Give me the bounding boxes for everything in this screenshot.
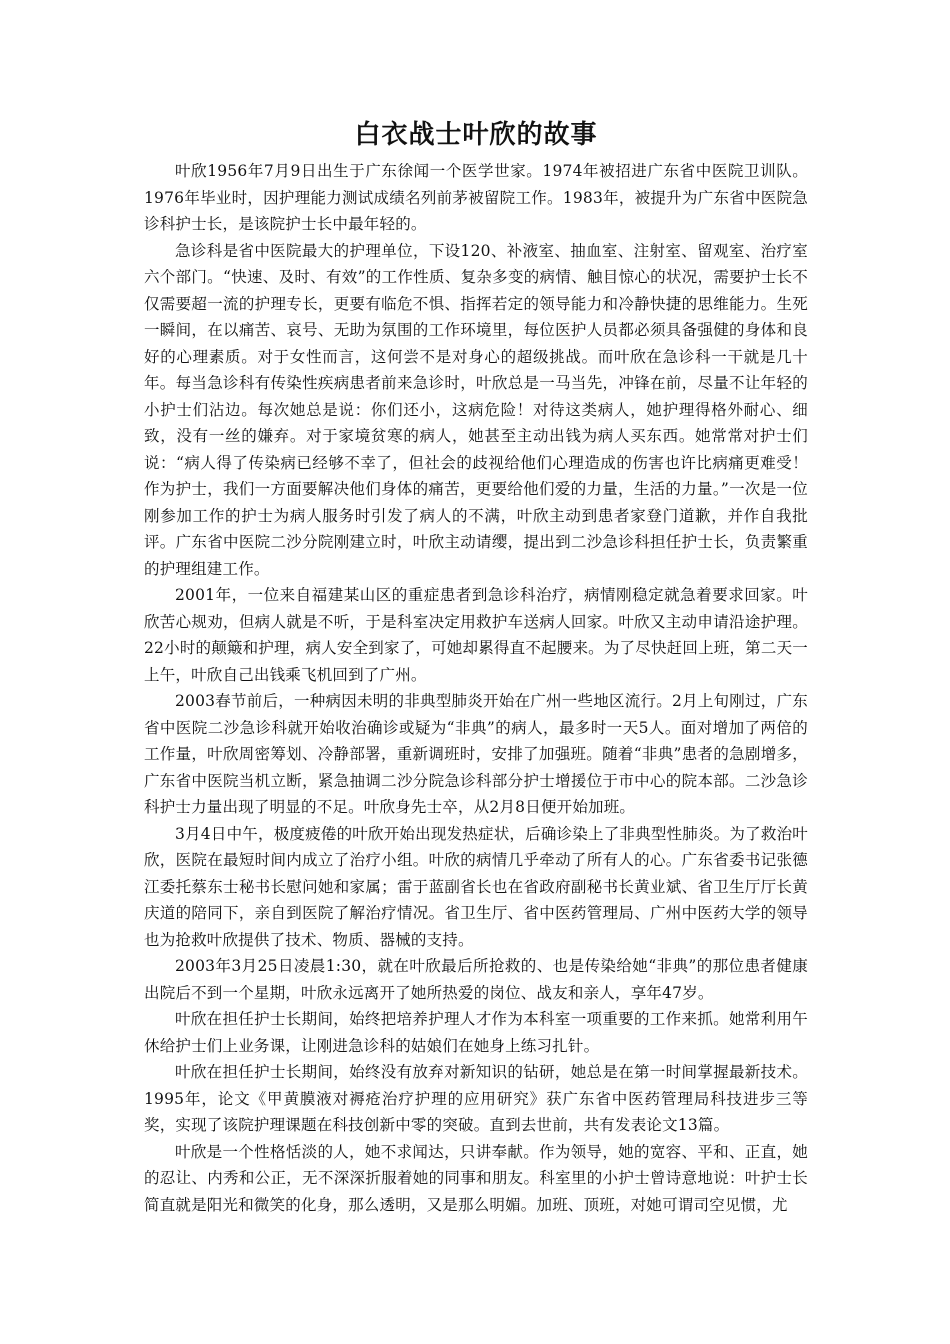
document-title: 白衣战士叶欣的故事 xyxy=(354,120,598,150)
paragraph-3: 2001年，一位来自福建某山区的重症患者到急诊科治疗，病情刚稳定就急着要求回家。叶欣苦心规劝，但病人就是不听，于是科室决定用救护车送病人回家。叶欣又主动申请沿途护理。22小时的颠簸和护理，病人安全到家了，可她却累得直不起腰来。为了尽快赶回上班，第二天一上午，叶欣自己出钱乘飞机回到了广州。 xyxy=(144,586,808,684)
paragraph-7: 叶欣在担任护士长期间，始终把培养护理人才作为本科室一项重要的工作来抓。她常利用午休给护士们上业务课，让刚进急诊科的姑娘们在她身上练习扎针。 xyxy=(144,1010,808,1055)
paragraph-5: 3月4日中午，极度疲倦的叶欣开始出现发热症状，后确诊染上了非典型性肺炎。为了救治叶欣，医院在最短时间内成立了治疗小组。叶欣的病情几乎牵动了所有人的心。广东省委书记张德江委托蔡东士秘书长慰问她和家属；雷于蓝副省长也在省政府副秘书长黄业斌、省卫生厅厅长黄庆道的陪同下，亲自到医院了解治疗情况。省卫生厅、省中医药管理局、广州中医药大学的领导也为抢救叶欣提供了技术、物质、器械的支持。 xyxy=(144,824,808,949)
document-body xyxy=(144,118,808,1218)
paragraph-6: 2003年3月25日凌晨1:30，就在叶欣最后所抢救的、也是传染给她“非典”的那位患者健康出院后不到一个星期，叶欣永远离开了她所热爱的岗位、战友和亲人，享年47岁。 xyxy=(144,957,808,1002)
paragraph-1: 叶欣1956年7月9日出生于广东徐闻一个医学世家。1974年被招进广东省中医院卫训队。1976年毕业时，因护理能力测试成绩名列前茅被留院工作。1983年，被提升为广东省中医院急诊科护士长，是该院护士长中最年轻的。 xyxy=(144,162,808,233)
paragraph-8: 叶欣在担任护士长期间，始终没有放弃对新知识的钻研，她总是在第一时间掌握最新技术。1995年，论文《甲黄膜液对褥疮治疗护理的应用研究》获广东省中医药管理局科技进步三等奖，实现了该院护理课题在科技创新中零的突破。直到去世前，共有发表论文13篇。 xyxy=(144,1063,808,1134)
paragraph-9: 叶欣是一个性格恬淡的人，她不求闻达，只讲奉献。作为领导，她的宽容、平和、正直，她的忍让、内秀和公正，无不深深折服着她的同事和朋友。科室里的小护士曾诗意地说：叶护士长简直就是阳光和微笑的化身，那么透明，又是那么明媚。加班、顶班，对她可谓司空见惯，尤 xyxy=(144,1142,808,1214)
paragraph-4: 2003春节前后，一种病因未明的非典型肺炎开始在广州一些地区流行。2月上旬刚过，广东省中医院二沙急诊科就开始收治确诊或疑为“非典”的病人，最多时一天5人。面对增加了两倍的工作量，叶欣周密筹划、冷静部署，重新调班时，安排了加强班。随着“非典”患者的急剧增多，广东省中医院当机立断，紧急抽调二沙分院急诊科部分护士增援位于市中心的院本部。二沙急诊科护士力量出现了明显的不足。叶欣身先士卒，从2月8日便开始加班。 xyxy=(144,692,808,816)
paragraph-2: 急诊科是省中医院最大的护理单位，下设120、补液室、抽血室、注射室、留观室、治疗室六个部门。“快速、及时、有效”的工作性质、复杂多变的病情、触目惊心的状况，需要护士长不仅需要超一流的护理专长，更要有临危不惧、指挥若定的领导能力和冷静快捷的思维能力。生死一瞬间，在以痛苦、哀号、无助为氛围的工作环境里，每位医护人员都必须具备强健的身体和良好的心理素质。对于女性而言，这何尝不是对身心的超级挑战。而叶欣在急诊科一干就是几十年。每当急诊科有传染性疾病患者前来急诊时，叶欣总是一马当先，冲锋在前，尽量不让年轻的小护士们沾边。每次她总是说：你们还小，这病危险！对待这类病人，她护理得格外耐心、细致，没有一丝的嫌弃。对于家境贫寒的病人，她甚至主动出钱为病人买东西。她常常对护士们说：“病人得了传染病已经够不幸了，但社会的歧视给他们心理造成的伤害也许比病痛更难受！作为护士，我们一方面要解决他们身体的痛苦，更要给他们爱的力量，生活的力量。”一次是一位刚参加工作的护士为病人服务时引发了病人的不满，叶欣主动到患者家登门道歉，并作自我批评。广东省中医院二沙分院刚建立时，叶欣主动请缨，提出到二沙急诊科担任护士长，负责繁重的护理组建工作。 xyxy=(144,241,808,578)
